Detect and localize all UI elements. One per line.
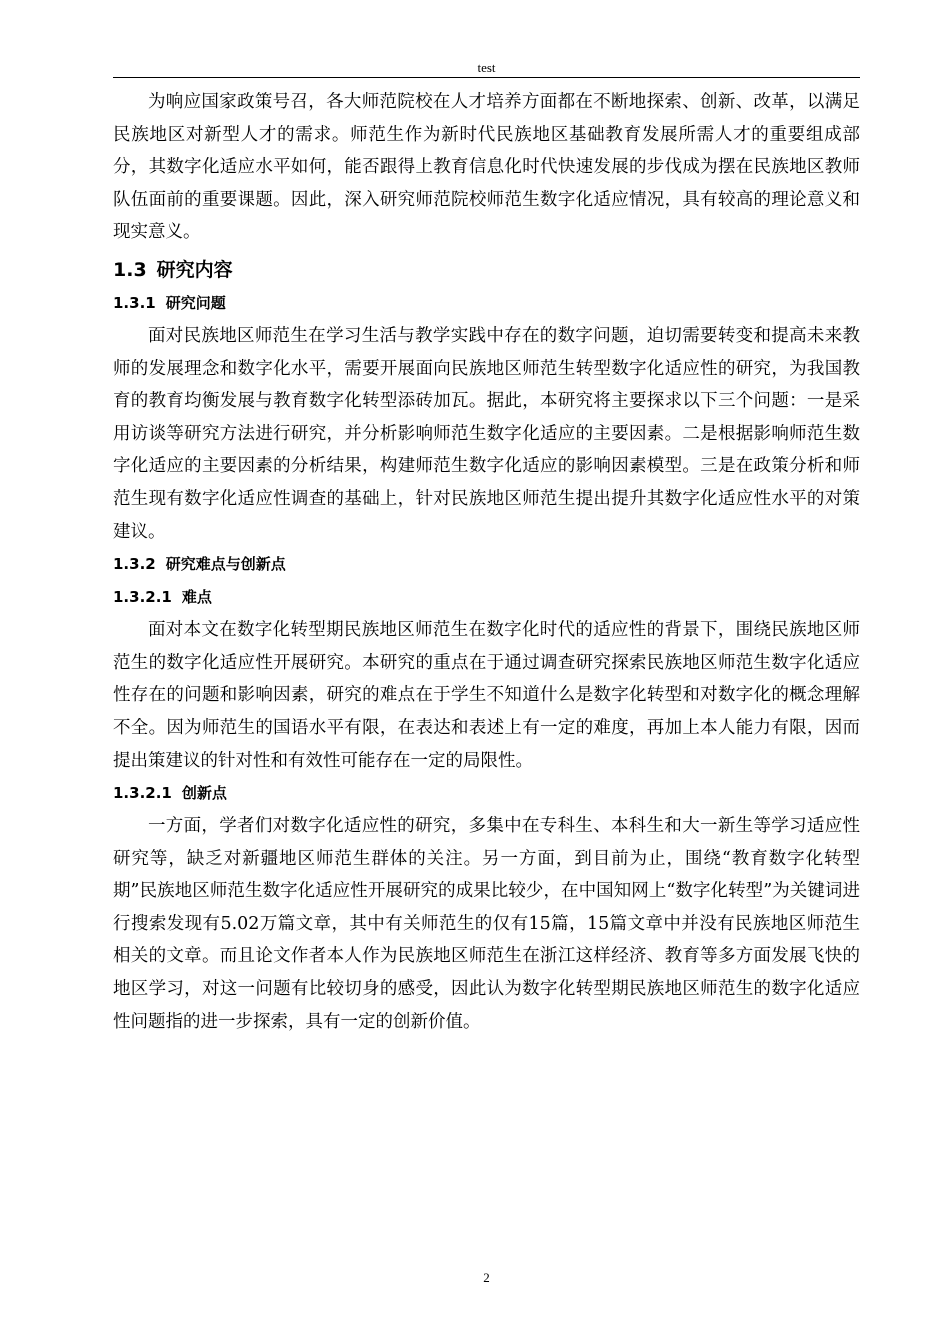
difficulty-paragraph: 面对本文在数字化转型期民族地区师范生在数字化时代的适应性的背景下，围绕民族地区师范生的数字化适应性开展研究。本研究的重点在于通过调查研究探索民族地区师范生数字化适应性存在的问题和影响因素，研究的难点在于学生不知道什么是数字化转型和对数字化的概念理解不全。因为师范生的国语水平有限，在表达和表述上有一定的难度，再加上本人能力有限，因而提出策建议的针对性和有效性可能存在一定的局限性。 xyxy=(113,620,860,771)
document-body xyxy=(113,86,860,1038)
subsection-heading-1-3-1 xyxy=(113,287,860,320)
intro-paragraph: 为响应国家政策号召，各大师范院校在人才培养方面都在不断地探索、创新、改革，以满足民族地区对新型人才的需求。师范生作为新时代民族地区基础教育发展所需人才的重要组成部分，其数字化适应水平如何，能否跟得上教育信息化时代快速发展的步伐成为摆在民族地区教师队伍面前的重要课题。因此，深入研究师范院校师范生数字化适应情况，具有较高的理论意义和现实意义。 xyxy=(113,92,860,243)
subsubsection-title: 创新点 xyxy=(181,784,227,803)
subsubsection-number: 1.3.2.1 xyxy=(113,784,172,803)
subsubsection-heading-difficulty xyxy=(113,581,860,614)
subsubsection-heading-innovation xyxy=(113,777,860,810)
page-number: 2 xyxy=(483,1270,490,1285)
running-header: test xyxy=(477,60,496,75)
subsection-number: 1.3.1 xyxy=(113,293,156,312)
section-title: 研究内容 xyxy=(156,258,233,281)
header-divider xyxy=(113,77,860,78)
innovation-paragraph: 一方面，学者们对数字化适应性的研究，多集中在专科生、本科生和大一新生等学习适应性研究等，缺乏对新疆地区师范生群体的关注。另一方面，到目前为止，围绕“教育数字化转型期”民族地区师范生数字化适应性开展研究的成果比较少，在中国知网上“数字化转型”为关键词进行搜索发现有5.02万篇文章，其中有关师范生的仅有15篇，15篇文章中并没有民族地区师范生相关的文章。而且论文作者本人作为民族地区师范生在浙江这样经济、教育等多方面发展飞快的地区学习，对这一问题有比较切身的感受，因此认为数字化转型期民族地区师范生的数字化适应性问题指的进一步探索，具有一定的创新价值。 xyxy=(113,816,860,1032)
section-number: 1.3 xyxy=(113,258,147,281)
subsubsection-title: 难点 xyxy=(181,588,212,607)
subsubsection-number: 1.3.2.1 xyxy=(113,588,172,607)
subsection-title: 研究问题 xyxy=(165,293,226,312)
subsection-title: 研究难点与创新点 xyxy=(165,555,286,574)
section-heading-1-3 xyxy=(113,253,860,287)
subsection-number: 1.3.2 xyxy=(113,555,156,574)
subsection-heading-1-3-2 xyxy=(113,548,860,581)
research-questions-paragraph: 面对民族地区师范生在学习生活与教学实践中存在的数字问题，迫切需要转变和提高未来教师的发展理念和数字化水平，需要开展面向民族地区师范生转型数字化适应性的研究，为我国教育的教育均衡发展与教育数字化转型添砖加瓦。据此，本研究将主要探求以下三个问题：一是采用访谈等研究方法进行研究，并分析影响师范生数字化适应的主要因素。二是根据影响师范生数字化适应的主要因素的分析结果，构建师范生数字化适应的影响因素模型。三是在政策分析和师范生现有数字化适应性调查的基础上，针对民族地区师范生提出提升其数字化适应性水平的对策建议。 xyxy=(113,325,860,542)
